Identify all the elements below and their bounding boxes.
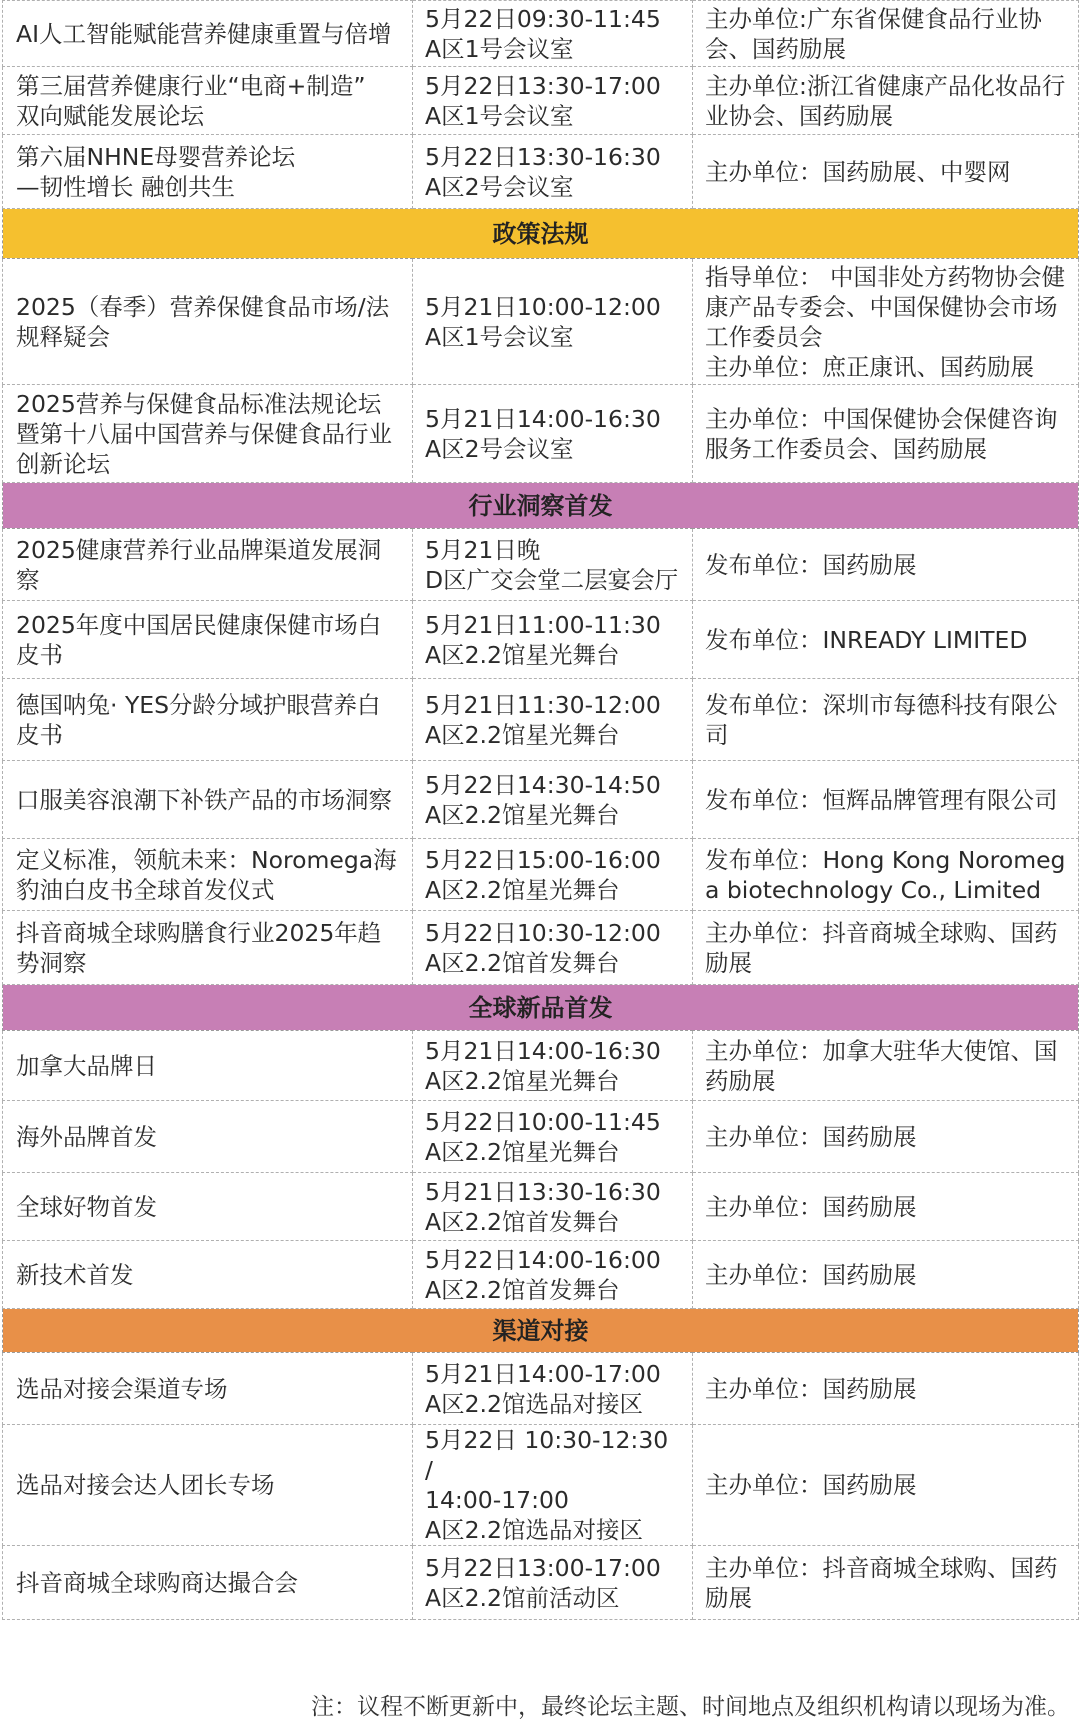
topic-cell: 口服美容浪潮下补铁产品的市场洞察 xyxy=(3,761,413,839)
topic-cell: 海外品牌首发 xyxy=(3,1101,413,1173)
time-location-cell: 5月21日晚 D区广交会堂二层宴会厅 xyxy=(413,529,693,601)
time-location-cell: 5月21日11:30-12:00 A区2.2馆星光舞台 xyxy=(413,679,693,761)
table-row xyxy=(3,761,1079,839)
time-location-cell: 5月22日13:30-17:00 A区1号会议室 xyxy=(413,67,693,135)
topic-cell: 全球好物首发 xyxy=(3,1173,413,1241)
time-location-cell: 5月22日15:00-16:00 A区2.2馆星光舞台 xyxy=(413,839,693,911)
topic-cell: 加拿大品牌日 xyxy=(3,1031,413,1101)
table-row xyxy=(3,385,1079,483)
organizer-cell: 发布单位：Hong Kong Noromega biotechnology Co., Limited xyxy=(693,839,1079,911)
time-location-cell: 5月22日14:30-14:50 A区2.2馆星光舞台 xyxy=(413,761,693,839)
organizer-cell: 发布单位：INREADY LIMITED xyxy=(693,601,1079,679)
topic-cell: 选品对接会渠道专场 xyxy=(3,1353,413,1425)
time-location-cell: 5月21日14:00-16:30 A区2.2馆星光舞台 xyxy=(413,1031,693,1101)
topic-cell: 抖音商城全球购膳食行业2025年趋势洞察 xyxy=(3,911,413,985)
topic-cell: 第三届营养健康行业“电商+制造” 双向赋能发展论坛 xyxy=(3,67,413,135)
organizer-cell: 主办单位:浙江省健康产品化妆品行业协会、国药励展 xyxy=(693,67,1079,135)
topic-cell: AI人工智能赋能营养健康重置与倍增 xyxy=(3,1,413,67)
section-header-channel xyxy=(3,1309,1079,1353)
table-row xyxy=(3,529,1079,601)
table-row xyxy=(3,1546,1079,1620)
time-location-cell: 5月22日13:30-16:30 A区2号会议室 xyxy=(413,135,693,209)
section-title: 渠道对接 xyxy=(3,1309,1079,1353)
organizer-cell: 主办单位：抖音商城全球购、国药励展 xyxy=(693,911,1079,985)
section-title: 全球新品首发 xyxy=(3,985,1079,1031)
topic-cell: 德国呐兔· YES分龄分域护眼营养白皮书 xyxy=(3,679,413,761)
table-row xyxy=(3,1173,1079,1241)
topic-cell: 选品对接会达人团长专场 xyxy=(3,1425,413,1546)
table-row xyxy=(3,67,1079,135)
table-row xyxy=(3,1,1079,67)
table-row xyxy=(3,1353,1079,1425)
time-location-cell: 5月21日10:00-12:00 A区1号会议室 xyxy=(413,259,693,385)
organizer-cell: 主办单位：国药励展 xyxy=(693,1353,1079,1425)
time-location-cell: 5月21日14:00-16:30 A区2号会议室 xyxy=(413,385,693,483)
organizer-cell: 主办单位：国药励展 xyxy=(693,1173,1079,1241)
organizer-cell: 主办单位：国药励展 xyxy=(693,1101,1079,1173)
time-location-cell: 5月21日14:00-17:00 A区2.2馆选品对接区 xyxy=(413,1353,693,1425)
topic-cell: 新技术首发 xyxy=(3,1241,413,1309)
time-location-cell: 5月22日10:00-11:45 A区2.2馆星光舞台 xyxy=(413,1101,693,1173)
organizer-cell: 发布单位：恒辉品牌管理有限公司 xyxy=(693,761,1079,839)
organizer-cell: 发布单位：深圳市每德科技有限公司 xyxy=(693,679,1079,761)
time-location-cell: 5月21日13:30-16:30 A区2.2馆首发舞台 xyxy=(413,1173,693,1241)
section-header-insight xyxy=(3,483,1079,529)
organizer-cell: 主办单位：抖音商城全球购、国药励展 xyxy=(693,1546,1079,1620)
topic-cell: 2025（春季）营养保健食品市场/法规释疑会 xyxy=(3,259,413,385)
topic-cell: 2025年度中国居民健康保健市场白皮书 xyxy=(3,601,413,679)
table-row xyxy=(3,1101,1079,1173)
topic-cell: 第六届NHNE母婴营养论坛 —韧性增长 融创共生 xyxy=(3,135,413,209)
footnote: 注：议程不断更新中，最终论坛主题、时间地点及组织机构请以现场为准。 xyxy=(311,1694,1070,1720)
section-header-launch xyxy=(3,985,1079,1031)
section-title: 政策法规 xyxy=(3,209,1079,259)
organizer-cell: 主办单位：中国保健协会保健咨询服务工作委员会、国药励展 xyxy=(693,385,1079,483)
table-row xyxy=(3,1031,1079,1101)
topic-cell: 定义标准，领航未来：Noromega海豹油白皮书全球首发仪式 xyxy=(3,839,413,911)
agenda-table xyxy=(2,0,1079,1620)
organizer-cell: 主办单位：国药励展 xyxy=(693,1425,1079,1546)
topic-cell: 2025健康营养行业品牌渠道发展洞察 xyxy=(3,529,413,601)
organizer-cell: 指导单位： 中国非处方药物协会健康产品专委会、中国保健协会市场工作委员会 主办单位：庶正康讯、国药励展 xyxy=(693,259,1079,385)
organizer-cell: 主办单位：国药励展 xyxy=(693,1241,1079,1309)
organizer-cell: 主办单位:广东省保健食品行业协会、国药励展 xyxy=(693,1,1079,67)
topic-cell: 2025营养与保健食品标准法规论坛暨第十八届中国营养与保健食品行业创新论坛 xyxy=(3,385,413,483)
section-title: 行业洞察首发 xyxy=(3,483,1079,529)
time-location-cell: 5月22日14:00-16:00 A区2.2馆首发舞台 xyxy=(413,1241,693,1309)
table-row xyxy=(3,679,1079,761)
table-row xyxy=(3,839,1079,911)
table-row xyxy=(3,911,1079,985)
topic-cell: 抖音商城全球购商达撮合会 xyxy=(3,1546,413,1620)
organizer-cell: 主办单位：国药励展、中婴网 xyxy=(693,135,1079,209)
time-location-cell: 5月22日 10:30-12:30 / 14:00-17:00 A区2.2馆选品对接区 xyxy=(413,1425,693,1546)
table-row xyxy=(3,1425,1079,1546)
time-location-cell: 5月21日11:00-11:30 A区2.2馆星光舞台 xyxy=(413,601,693,679)
organizer-cell: 主办单位：加拿大驻华大使馆、国药励展 xyxy=(693,1031,1079,1101)
organizer-cell: 发布单位：国药励展 xyxy=(693,529,1079,601)
table-row xyxy=(3,259,1079,385)
time-location-cell: 5月22日13:00-17:00 A区2.2馆前活动区 xyxy=(413,1546,693,1620)
section-header-policy xyxy=(3,209,1079,259)
table-row xyxy=(3,601,1079,679)
time-location-cell: 5月22日10:30-12:00 A区2.2馆首发舞台 xyxy=(413,911,693,985)
time-location-cell: 5月22日09:30-11:45 A区1号会议室 xyxy=(413,1,693,67)
table-row xyxy=(3,135,1079,209)
table-row xyxy=(3,1241,1079,1309)
